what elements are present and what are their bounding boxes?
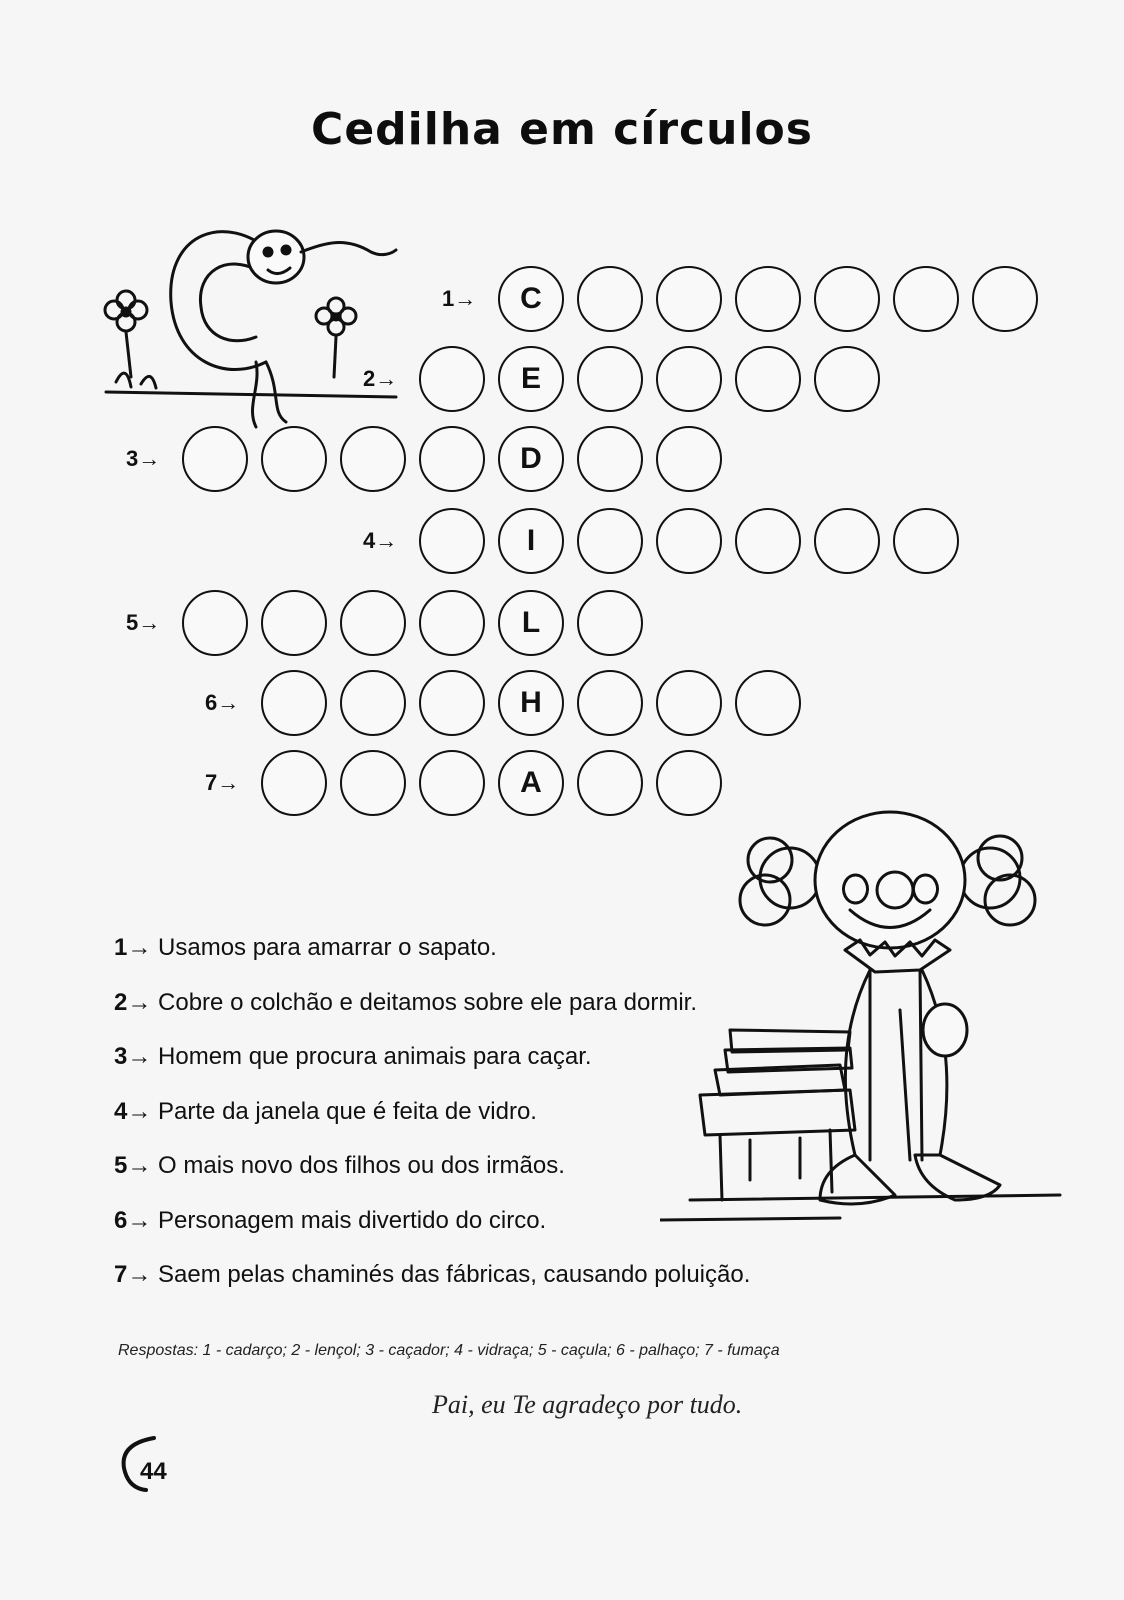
answer-circle[interactable] (577, 266, 643, 332)
key-letter-circle: E (498, 346, 564, 412)
answer-circle[interactable] (972, 266, 1038, 332)
answer-circle[interactable] (419, 426, 485, 492)
answer-circle[interactable] (893, 266, 959, 332)
clue-number: 6→ (114, 1206, 152, 1234)
prayer-text: Pai, eu Te agradeço por tudo. (432, 1390, 743, 1419)
answer-circle[interactable] (340, 426, 406, 492)
key-letter-circle: A (498, 750, 564, 816)
clue-item (114, 1152, 565, 1180)
row-number-5: 5→ (126, 610, 161, 635)
row-number-6: 6→ (205, 690, 240, 715)
clue-text: Saem pelas chaminés das fábricas, causando poluição. (158, 1261, 751, 1288)
answer-circle[interactable] (656, 670, 722, 736)
clue-number: 1→ (114, 934, 152, 961)
clue-number: 3→ (114, 1043, 152, 1070)
clue-item (114, 1261, 750, 1289)
answer-circle[interactable] (814, 346, 880, 412)
row-number-1: 1→ (442, 286, 477, 311)
key-letter-circle: L (498, 590, 564, 656)
answer-circle[interactable] (656, 426, 722, 492)
answer-circle[interactable] (814, 508, 880, 574)
key-letter-circle: H (498, 670, 564, 736)
key-letter-circle: C (498, 266, 564, 332)
answer-circle[interactable] (735, 508, 801, 574)
answer-circle[interactable] (656, 346, 722, 412)
answer-circle[interactable] (577, 426, 643, 492)
key-letter-circle: I (498, 508, 564, 574)
clue-item (114, 1207, 546, 1235)
answer-circle[interactable] (656, 508, 722, 574)
page-title: Cedilha em círculos (311, 104, 813, 155)
answer-circle[interactable] (340, 750, 406, 816)
clue-text: Cobre o colchão e deitamos sobre ele para dormir. (158, 988, 697, 1016)
answer-circle[interactable] (419, 670, 485, 736)
answer-circle[interactable] (577, 508, 643, 574)
answer-circle[interactable] (735, 266, 801, 332)
row-number-4: 4→ (363, 528, 398, 553)
row-number-3: 3→ (126, 446, 161, 471)
answer-circle[interactable] (656, 266, 722, 332)
clue-number: 5→ (114, 1152, 152, 1179)
answer-circle[interactable] (261, 590, 327, 656)
row-number-7: 7→ (205, 770, 240, 795)
answer-circle[interactable] (419, 346, 485, 412)
page-number: 44 (140, 1458, 167, 1485)
answer-circle[interactable] (419, 750, 485, 816)
clue-text: O mais novo dos filhos ou dos irmãos. (158, 1152, 565, 1179)
answer-circle[interactable] (735, 346, 801, 412)
row-number-2: 2→ (363, 366, 398, 391)
answer-circle[interactable] (577, 750, 643, 816)
answer-circle[interactable] (577, 590, 643, 656)
key-letter-circle: D (498, 426, 564, 492)
answer-circle[interactable] (735, 670, 801, 736)
answer-circle[interactable] (577, 346, 643, 412)
clown-with-books-icon (660, 800, 1080, 1270)
clue-item (114, 1098, 537, 1126)
clue-text: Usamos para amarrar o sapato. (158, 934, 497, 961)
answer-circle[interactable] (261, 750, 327, 816)
answer-circle[interactable] (419, 508, 485, 574)
clue-text: Personagem mais divertido do circo. (158, 1206, 547, 1234)
answer-circle[interactable] (261, 670, 327, 736)
clue-number: 7→ (114, 1261, 152, 1288)
answer-circle[interactable] (893, 508, 959, 574)
answer-circle[interactable] (340, 590, 406, 656)
clue-text: Parte da janela que é feita de vidro. (158, 1097, 537, 1125)
answer-circle[interactable] (261, 426, 327, 492)
clue-item (114, 934, 497, 962)
clue-text: Homem que procura animais para caçar. (158, 1043, 592, 1070)
c-cedilla-character-icon (96, 212, 416, 442)
clue-item (114, 1043, 592, 1071)
answer-circle[interactable] (182, 590, 248, 656)
clue-number: 4→ (114, 1097, 152, 1125)
answer-circle[interactable] (814, 266, 880, 332)
answer-key: Respostas: 1 - cadarço; 2 - lençol; 3 - caçador; 4 - vidraça; 5 - caçula; 6 - palhaço; 7 - fumaça (118, 1342, 780, 1359)
answer-circle[interactable] (182, 426, 248, 492)
clue-item (114, 989, 697, 1017)
answer-circle[interactable] (577, 670, 643, 736)
answer-circle[interactable] (419, 590, 485, 656)
clue-number: 2→ (114, 988, 152, 1016)
answer-circle[interactable] (340, 670, 406, 736)
